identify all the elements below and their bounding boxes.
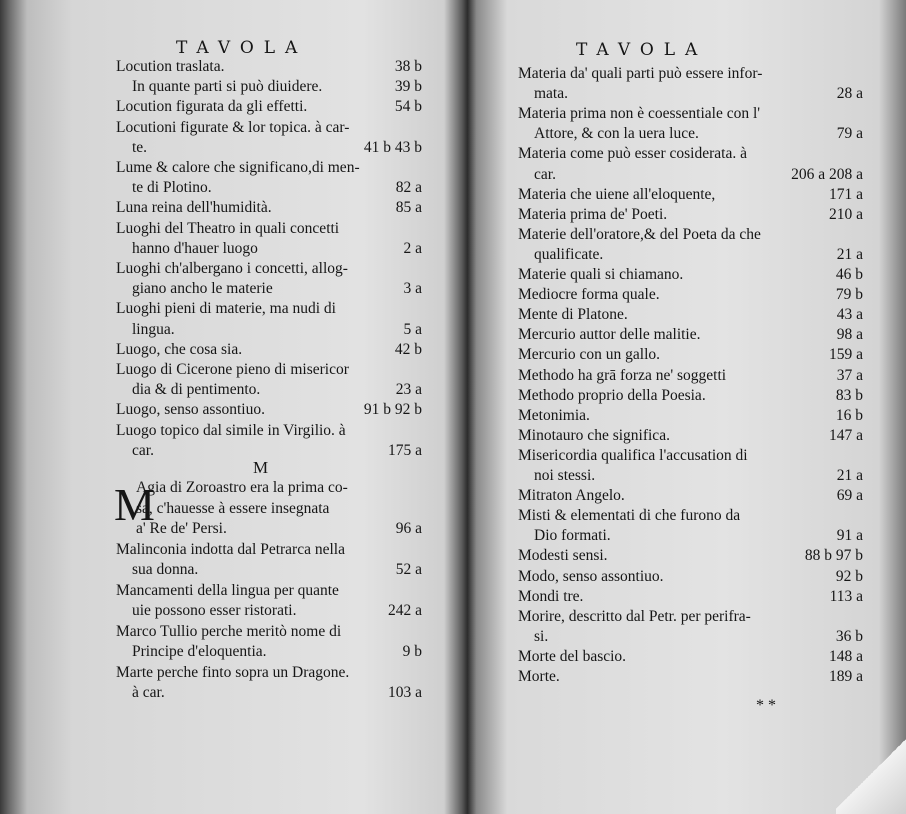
entry-text: qualificate. xyxy=(534,245,604,263)
section-letter: M xyxy=(253,458,269,477)
entry-text: Modesti sensi. xyxy=(518,547,608,565)
index-entry xyxy=(518,486,863,506)
entry-text: Morte. xyxy=(518,668,560,685)
index-entry xyxy=(518,305,863,325)
entry-page-ref: 43 a xyxy=(836,306,863,324)
entry-text: Malinconia indotta dal Petrarca nella xyxy=(116,540,345,558)
entry-page-ref: 2 a xyxy=(403,239,422,257)
entry-page-ref: 96 a xyxy=(395,520,422,537)
index-entry xyxy=(116,540,422,560)
entry-page-ref: 9 b xyxy=(402,643,422,660)
page-header: TAVOLA xyxy=(576,40,708,60)
entry-text: a' Re de' Persi. xyxy=(136,520,227,537)
index-entry xyxy=(518,265,863,285)
entry-page-ref: 42 b xyxy=(394,340,422,358)
entry-text: Luna reina dell'humidità. xyxy=(116,199,272,217)
entry-text: Mercurio auttor delle malitie. xyxy=(518,326,701,344)
index-entry xyxy=(518,366,863,386)
drop-cap: M xyxy=(114,479,155,530)
index-entry xyxy=(518,225,863,245)
entry-text: Principe d'eloquentia. xyxy=(132,643,267,660)
entry-page-ref: 82 a xyxy=(395,179,422,197)
entry-text: te di Plotino. xyxy=(132,179,212,197)
entry-page-ref: 242 a xyxy=(387,602,422,619)
index-entry xyxy=(116,239,422,259)
index-entry xyxy=(116,360,422,380)
entry-text: Methodo proprio della Poesia. xyxy=(518,386,706,404)
index-entry xyxy=(518,607,863,627)
index-entry xyxy=(518,506,863,526)
entry-text: Luoghi pieni di materie, ma nudi di xyxy=(116,300,336,318)
entry-page-ref: 210 a xyxy=(828,205,863,223)
index-entry xyxy=(116,400,422,420)
entry-page-ref: 69 a xyxy=(836,487,863,505)
entry-text: Metonimia. xyxy=(518,406,590,424)
index-entry xyxy=(136,519,422,539)
entry-text: uie possono esser ristorati. xyxy=(132,602,297,619)
index-entry xyxy=(518,205,863,225)
page-header: TAVOLA xyxy=(176,38,308,58)
entry-page-ref: 79 b xyxy=(835,286,863,304)
index-entry xyxy=(518,124,863,144)
index-entry xyxy=(116,380,422,400)
index-entry xyxy=(518,84,863,104)
entry-page-ref: 21 a xyxy=(836,245,863,263)
index-entry xyxy=(518,526,863,546)
entry-page-ref: 189 a xyxy=(828,668,863,685)
entry-page-ref: 52 a xyxy=(395,561,422,578)
index-entry xyxy=(518,345,863,365)
index-entry xyxy=(518,587,863,607)
entry-text: dia & di pentimento. xyxy=(132,381,261,399)
index-entry xyxy=(116,683,422,703)
entry-text: noi stessi. xyxy=(534,467,596,484)
entry-page-ref: 36 b xyxy=(835,627,863,645)
index-entry xyxy=(136,478,422,498)
index-entry xyxy=(116,299,422,319)
entry-text: Materie dell'oratore,& del Poeta da che xyxy=(518,225,761,243)
index-entry xyxy=(518,104,863,124)
entry-page-ref: 98 a xyxy=(836,326,863,344)
index-entry xyxy=(116,441,422,461)
index-entry xyxy=(116,118,422,138)
entry-page-ref: 21 a xyxy=(836,467,863,484)
entry-page-ref: 83 b xyxy=(835,386,863,404)
entry-text: mata. xyxy=(534,85,568,103)
index-entry xyxy=(518,567,863,587)
entry-page-ref: 88 b 97 b xyxy=(804,547,863,565)
entry-text: si. xyxy=(534,627,549,645)
index-entry xyxy=(518,245,863,265)
index-entry xyxy=(136,499,422,519)
entry-page-ref: 54 b xyxy=(394,98,422,116)
index-entry xyxy=(116,320,422,340)
entry-page-ref: 23 a xyxy=(395,381,422,399)
index-entry xyxy=(116,178,422,198)
entry-page-ref: 91 b 92 b xyxy=(363,401,422,419)
entry-page-ref: 3 a xyxy=(403,280,422,298)
entry-page-ref: 79 a xyxy=(836,125,863,143)
entry-text: Dio formati. xyxy=(534,527,611,545)
index-entry xyxy=(518,64,863,84)
index-entry xyxy=(116,158,422,178)
index-entry xyxy=(116,279,422,299)
folded-page-corner xyxy=(836,734,906,814)
index-entry xyxy=(518,647,863,667)
entry-text: Luogo di Cicerone pieno di misericor xyxy=(116,361,349,378)
entry-text: Morire, descritto dal Petr. per perifra- xyxy=(518,607,751,625)
entry-text: Mitraton Angelo. xyxy=(518,487,625,505)
entry-text: Luoghi ch'albergano i concetti, allog- xyxy=(116,260,348,277)
index-entry xyxy=(116,581,422,601)
index-entry xyxy=(518,546,863,566)
entry-text: Luoghi del Theatro in quali concetti xyxy=(116,219,340,237)
index-entry xyxy=(116,340,422,360)
entry-text: Methodo ha grā forza ne' soggetti xyxy=(518,366,727,384)
index-entry xyxy=(518,446,863,466)
entry-text: hanno d'hauer luogo xyxy=(132,239,258,257)
index-entry xyxy=(116,560,422,580)
entry-text: Mancamenti della lingua per quante xyxy=(116,581,339,599)
index-entry xyxy=(518,466,863,486)
entry-text: Misericordia qualifica l'accusation di xyxy=(518,446,748,464)
entry-text: à car. xyxy=(132,684,165,701)
entry-text: car. xyxy=(534,165,556,183)
entry-page-ref: 16 b xyxy=(835,406,863,424)
entry-text: Minotauro che significa. xyxy=(518,426,670,444)
entry-text: Mente di Platone. xyxy=(518,306,628,324)
entry-text: car. xyxy=(132,441,154,459)
entry-text: Luogo, senso assontiuo. xyxy=(116,401,265,419)
entry-text: Luogo, che cosa sia. xyxy=(116,340,243,358)
index-entry xyxy=(518,667,863,687)
index-entry xyxy=(518,426,863,446)
entry-page-ref: 113 a xyxy=(829,587,863,605)
entry-page-ref: 38 b xyxy=(394,58,422,75)
index-entry xyxy=(518,285,863,305)
entry-text: Materia da' quali parti può essere infor- xyxy=(518,65,763,82)
entry-text: sa, c'hauesse à essere insegnata xyxy=(136,499,330,517)
index-entry xyxy=(518,144,863,164)
entry-text: Locution figurata da gli effetti. xyxy=(116,98,308,116)
entry-page-ref: 175 a xyxy=(387,441,422,459)
entry-page-ref: 171 a xyxy=(828,185,863,203)
entry-page-ref: 159 a xyxy=(828,346,863,364)
index-entry xyxy=(518,386,863,406)
entry-page-ref: 147 a xyxy=(828,426,863,444)
entry-text: In quante parti si può diuidere. xyxy=(132,78,323,96)
index-entry xyxy=(116,421,422,441)
entry-text: Mercurio con un gallo. xyxy=(518,346,661,364)
index-entry xyxy=(518,185,863,205)
entry-page-ref: 85 a xyxy=(395,199,422,217)
entry-text: Attore, & con la uera luce. xyxy=(534,125,699,143)
entry-text: Materia prima non è coessentiale con l' xyxy=(518,105,761,123)
entry-page-ref: 91 a xyxy=(836,527,863,545)
entry-page-ref: 37 a xyxy=(836,366,863,384)
index-entry xyxy=(116,219,422,239)
index-entry xyxy=(116,642,422,662)
index-entry xyxy=(116,77,422,97)
entry-text: sua donna. xyxy=(132,561,199,578)
entry-text: Materie quali si chiamano. xyxy=(518,266,684,283)
entry-page-ref: 46 b xyxy=(835,266,863,283)
index-entry xyxy=(518,325,863,345)
entry-text: Marco Tullio perche meritò nome di xyxy=(116,622,342,640)
entry-page-ref: 206 a 208 a xyxy=(791,165,863,183)
index-entry xyxy=(116,97,422,117)
index-entry xyxy=(116,601,422,621)
entry-page-ref: 28 a xyxy=(836,85,863,103)
entry-text: Lume & calore che significano,di men- xyxy=(116,159,360,176)
entry-text: Materia come può esser cosiderata. à xyxy=(518,145,747,163)
entry-text: Mondi tre. xyxy=(518,587,584,605)
index-entry xyxy=(116,138,422,158)
index-entry xyxy=(116,259,422,279)
entry-text: Marte perche finto sopra un Dragone. xyxy=(116,663,350,681)
entry-text: Luogo topico dal simile in Virgilio. à xyxy=(116,421,346,439)
entry-text: Materia che uiene all'eloquente, xyxy=(518,185,716,203)
entry-text: te. xyxy=(132,138,148,156)
entry-text: Agia di Zoroastro era la prima co- xyxy=(136,479,348,496)
entry-text: Locution traslata. xyxy=(116,58,225,75)
index-entry xyxy=(116,663,422,683)
right-page xyxy=(468,0,906,814)
index-entry xyxy=(116,622,422,642)
entry-page-ref: 41 b 43 b xyxy=(363,138,422,156)
entry-text: Materia prima de' Poeti. xyxy=(518,205,668,223)
entry-page-ref: 5 a xyxy=(403,320,422,338)
end-mark: ** xyxy=(756,697,780,714)
index-entry xyxy=(518,165,863,185)
entry-text: Misti & elementati di che furono da xyxy=(518,507,741,525)
entry-text: Modo, senso assontiuo. xyxy=(518,567,664,585)
index-entry xyxy=(518,627,863,647)
entry-text: giano ancho le materie xyxy=(132,280,273,298)
entry-page-ref: 92 b xyxy=(835,567,863,585)
entry-page-ref: 148 a xyxy=(828,647,863,665)
entry-text: Mediocre forma quale. xyxy=(518,286,660,304)
entry-text: Morte del bascio. xyxy=(518,647,627,665)
index-entry xyxy=(116,57,422,77)
index-entry xyxy=(518,406,863,426)
index-entry xyxy=(116,198,422,218)
entry-page-ref: 103 a xyxy=(387,684,422,701)
entry-text: lingua. xyxy=(132,320,175,338)
entry-page-ref: 39 b xyxy=(394,78,422,96)
entry-text: Locutioni figurate & lor topica. à car- xyxy=(116,118,350,136)
